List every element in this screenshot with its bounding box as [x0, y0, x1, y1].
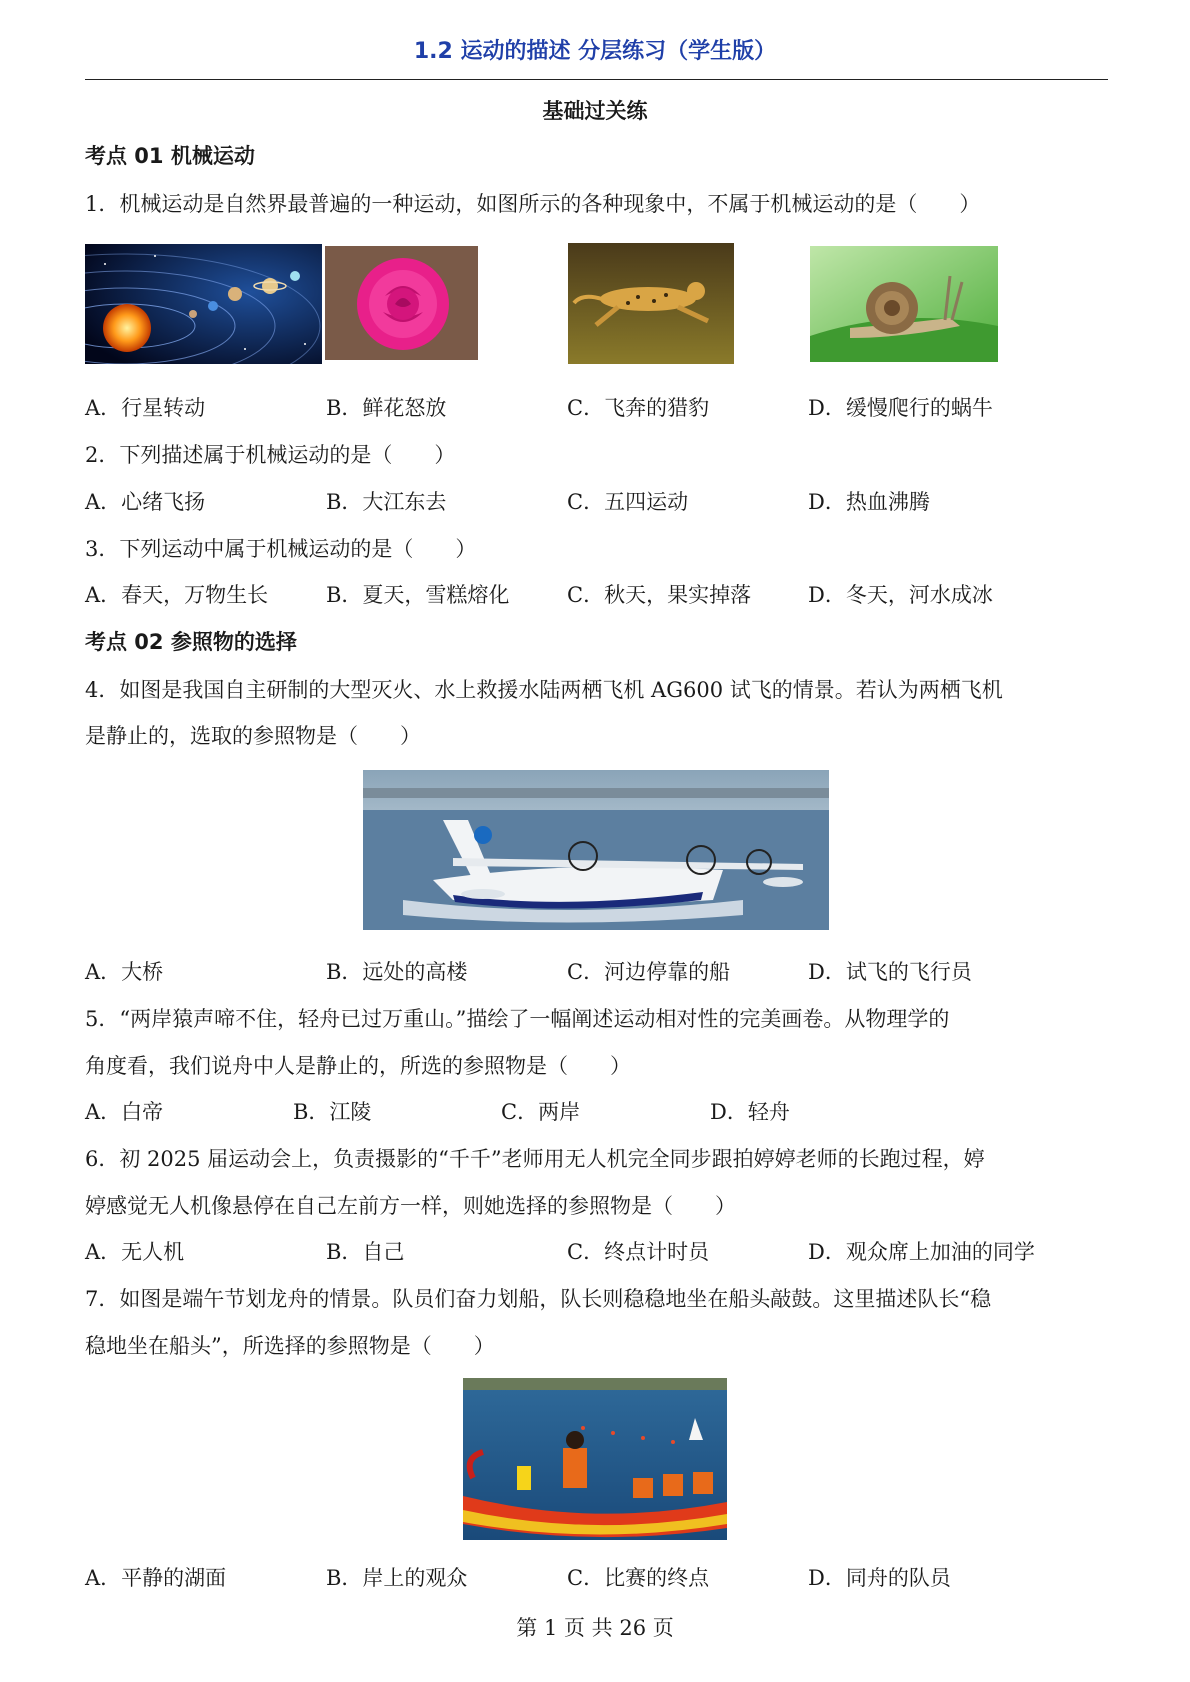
header-rule — [85, 79, 1108, 80]
q2-option-c[interactable]: C．五四运动 — [567, 490, 689, 514]
q7-option-c[interactable]: C．比赛的终点 — [567, 1566, 710, 1590]
q5-option-d[interactable]: D．轻舟 — [710, 1100, 790, 1124]
q7-option-a[interactable]: A．平静的湖面 — [85, 1566, 227, 1590]
question-4-stem-line-1: 4．如图是我国自主研制的大型灭火、水上救援水陆两栖飞机 AG600 试飞的情景。若认为两栖飞机 — [85, 678, 1003, 702]
q1-option-a[interactable]: A．行星转动 — [85, 396, 206, 420]
topic-heading-2: 考点 02 参照物的选择 — [85, 630, 297, 654]
q6-option-b[interactable]: B．自己 — [326, 1240, 405, 1264]
topic-heading-1: 考点 01 机械运动 — [85, 144, 255, 168]
q4-option-b[interactable]: B．远处的高楼 — [326, 960, 468, 984]
q3-option-b[interactable]: B．夏天，雪糕熔化 — [326, 583, 510, 607]
question-6-stem-line-1: 6．初 2025 届运动会上，负责摄影的“千千”老师用无人机完全同步跟拍婷婷老师的长跑过程，婷 — [85, 1147, 985, 1171]
q1-option-b[interactable]: B．鲜花怒放 — [326, 396, 447, 420]
question-7-stem-line-1: 7．如图是端午节划龙舟的情景。队员们奋力划船，队长则稳稳地坐在船头敲鼓。这里描述队长“稳 — [85, 1287, 992, 1311]
page-title: 1.2 运动的描述 分层练习（学生版） — [413, 39, 777, 64]
q6-option-c[interactable]: C．终点计时员 — [567, 1240, 710, 1264]
q7-option-d[interactable]: D．同舟的队员 — [808, 1566, 951, 1590]
q3-option-c[interactable]: C．秋天，果实掉落 — [567, 583, 752, 607]
page-footer: 第 1 页 共 26 页 — [516, 1616, 674, 1640]
section-title: 基础过关练 — [542, 99, 648, 123]
q3-option-d[interactable]: D．冬天，河水成冰 — [808, 583, 993, 607]
q4-option-d[interactable]: D．试飞的飞行员 — [808, 960, 972, 984]
question-6-stem-line-2: 婷感觉无人机像悬停在自己左前方一样，则她选择的参照物是（ ） — [85, 1194, 736, 1218]
q3-option-a[interactable]: A．春天，万物生长 — [85, 583, 269, 607]
q2-option-b[interactable]: B．大江东去 — [326, 490, 447, 514]
q1-option-c[interactable]: C．飞奔的猎豹 — [567, 396, 710, 420]
q5-option-a[interactable]: A．白帝 — [85, 1100, 164, 1124]
q4-option-c[interactable]: C．河边停靠的船 — [567, 960, 731, 984]
seaplane-image — [363, 770, 829, 930]
q4-option-a[interactable]: A．大桥 — [85, 960, 164, 984]
q6-option-a[interactable]: A．无人机 — [85, 1240, 185, 1264]
dragon-boat-image — [463, 1378, 727, 1540]
question-4-stem-line-2: 是静止的，选取的参照物是（ ） — [85, 724, 421, 748]
q7-option-b[interactable]: B．岸上的观众 — [326, 1566, 468, 1590]
question-5-stem-line-2: 角度看，我们说舟中人是静止的，所选的参照物是（ ） — [85, 1054, 631, 1078]
q5-option-c[interactable]: C．两岸 — [501, 1100, 581, 1124]
planets-image — [85, 244, 322, 364]
q1-option-d[interactable]: D．缓慢爬行的蜗牛 — [808, 396, 993, 420]
question-2-stem: 2．下列描述属于机械运动的是（ ） — [85, 443, 456, 467]
q2-option-d[interactable]: D．热血沸腾 — [808, 490, 930, 514]
question-1-stem: 1．机械运动是自然界最普遍的一种运动，如图所示的各种现象中，不属于机械运动的是（ ） — [85, 192, 981, 216]
question-3-stem: 3．下列运动中属于机械运动的是（ ） — [85, 537, 477, 561]
q2-option-a[interactable]: A．心绪飞扬 — [85, 490, 206, 514]
question-7-stem-line-2: 稳地坐在船头”，所选择的参照物是（ ） — [85, 1334, 495, 1358]
cheetah-image — [568, 243, 734, 364]
rose-image — [325, 246, 478, 360]
q6-option-d[interactable]: D．观众席上加油的同学 — [808, 1240, 1035, 1264]
q5-option-b[interactable]: B．江陵 — [293, 1100, 372, 1124]
snail-image — [810, 246, 998, 362]
question-5-stem-line-1: 5．“两岸猿声啼不住，轻舟已过万重山。”描绘了一幅阐述运动相对性的完美画卷。从物理学的 — [85, 1007, 950, 1031]
